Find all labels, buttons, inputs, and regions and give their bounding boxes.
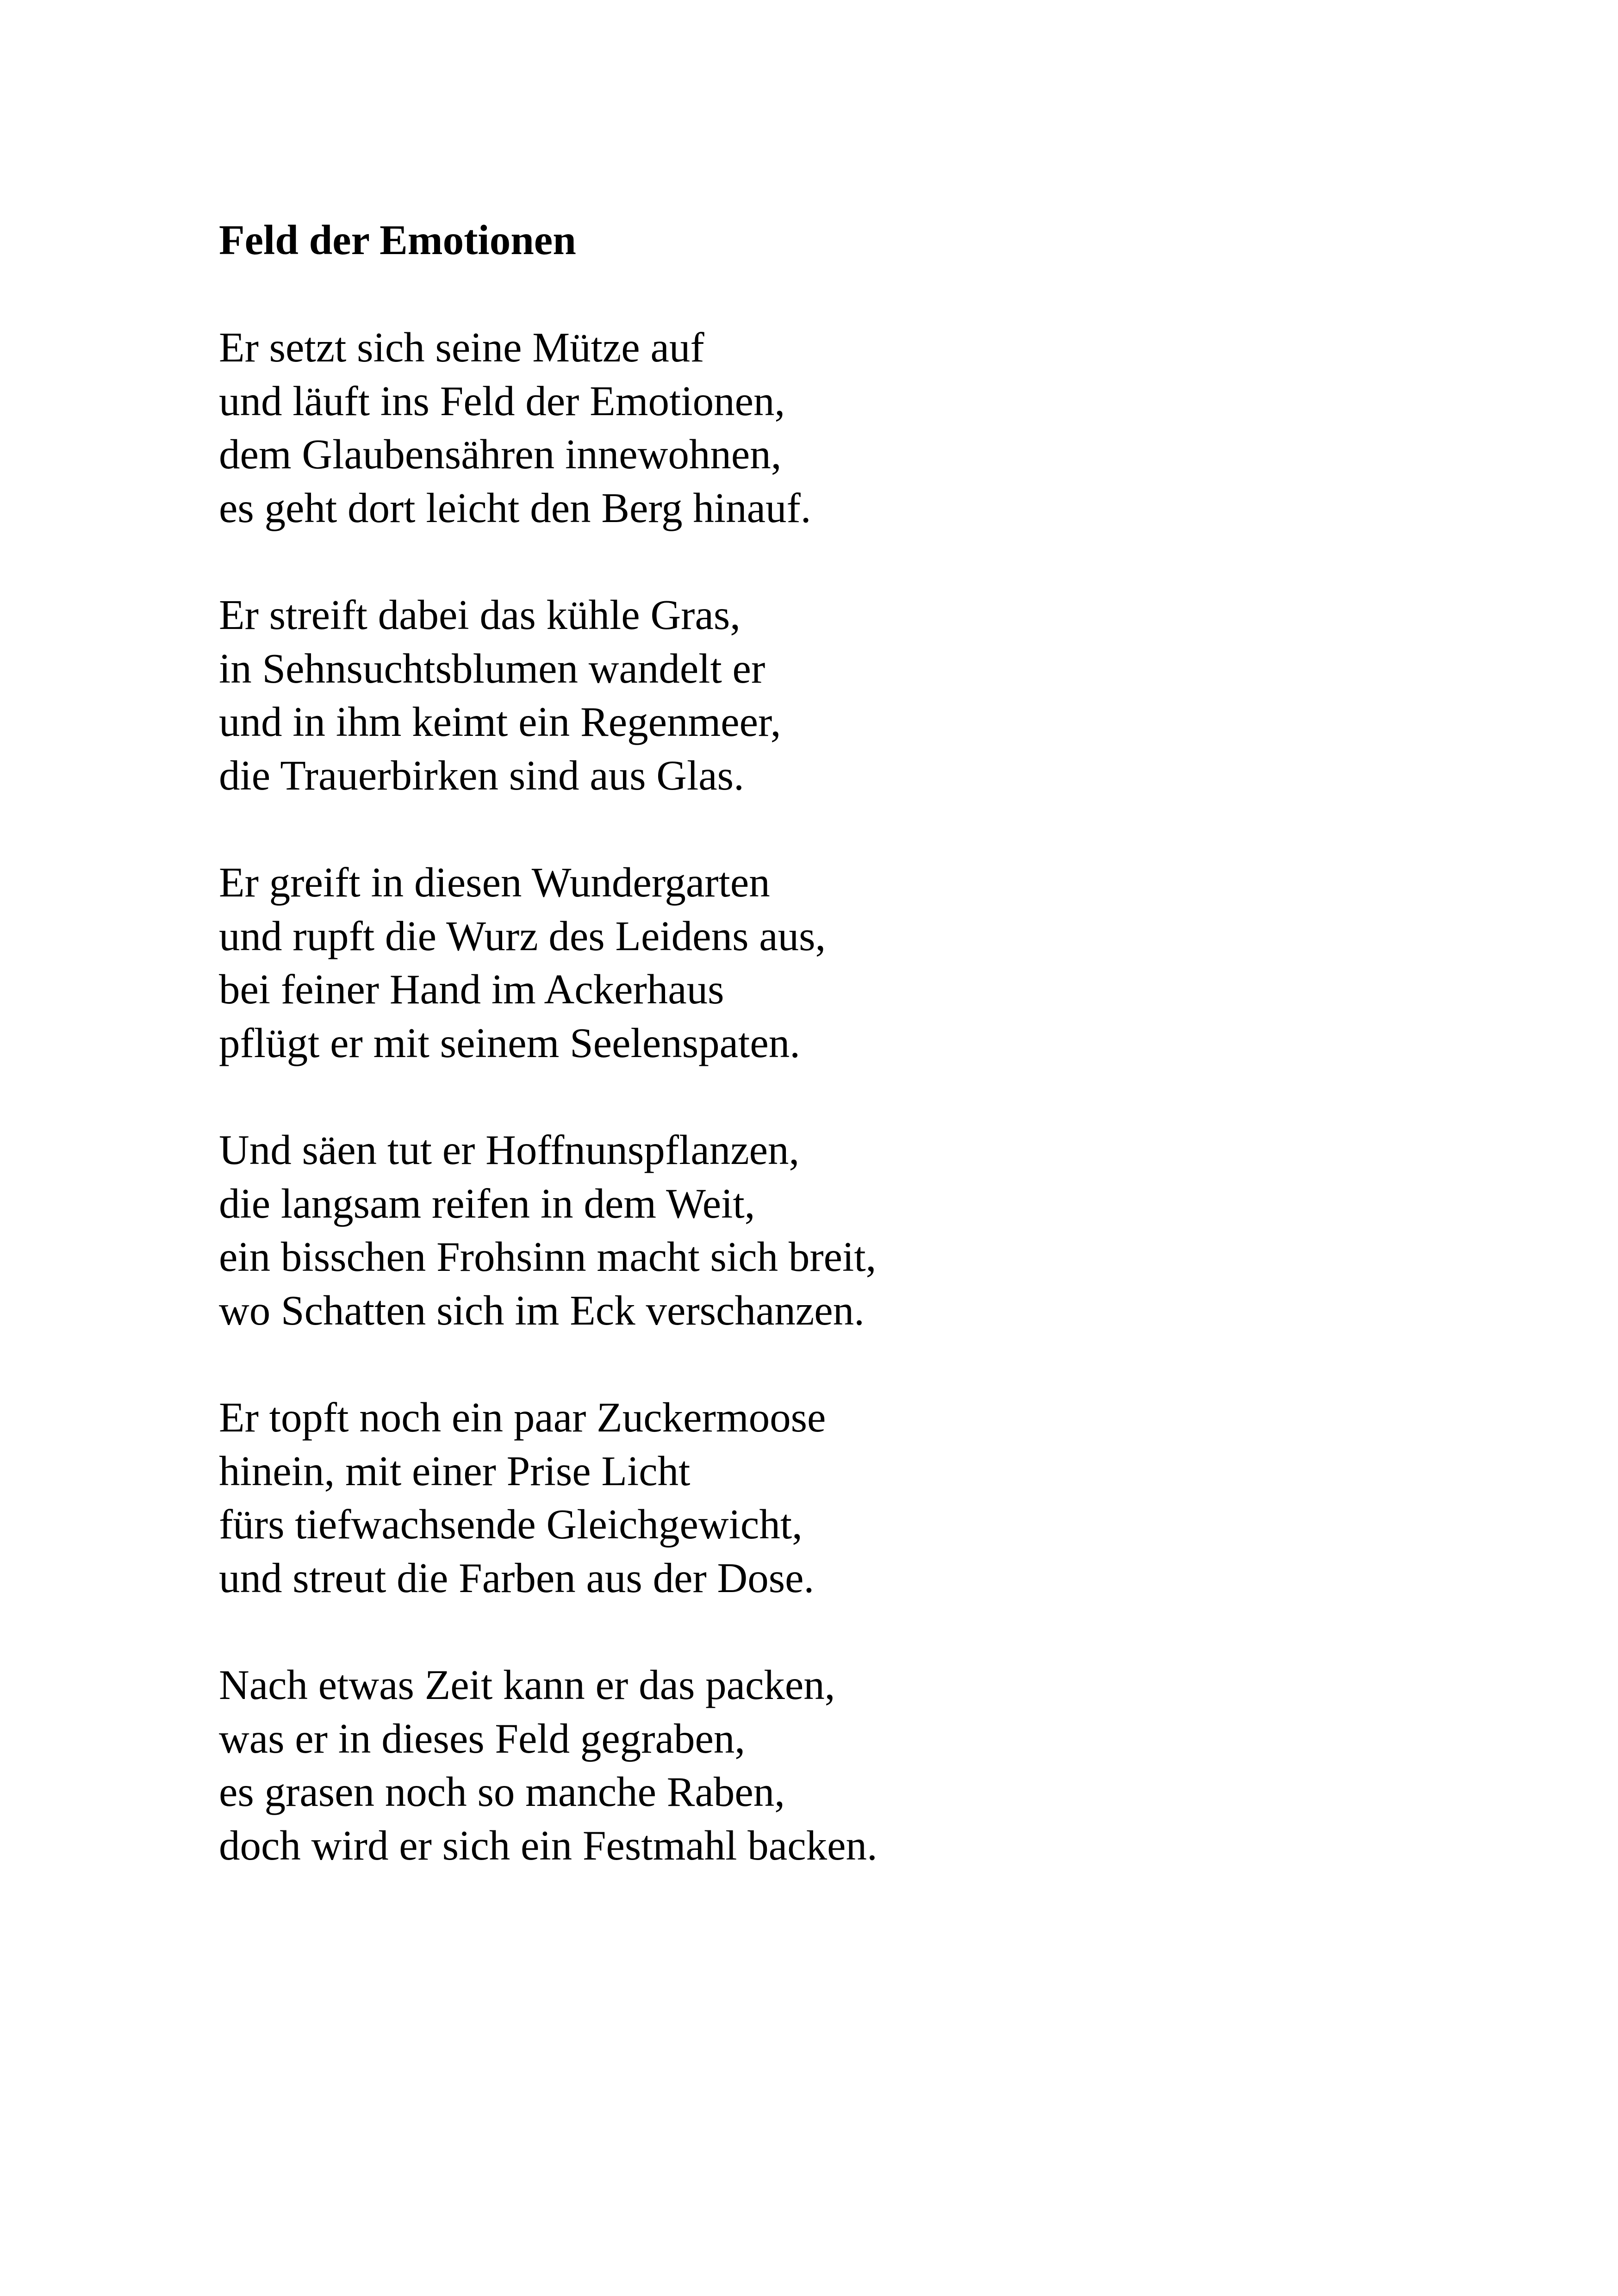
- poem-line: und in ihm keimt ein Regenmeer,: [219, 698, 781, 745]
- stanza-2: [219, 588, 1515, 802]
- poem-line: und streut die Farben aus der Dose.: [219, 1554, 815, 1601]
- poem-line: es grasen noch so manche Raben,: [219, 1768, 785, 1815]
- poem-line: bei feiner Hand im Ackerhaus: [219, 966, 724, 1013]
- poem-line: die Trauerbirken sind aus Glas.: [219, 752, 744, 799]
- poem-line: es geht dort leicht den Berg hinauf.: [219, 484, 811, 531]
- stanza-3: [219, 856, 1515, 1070]
- poem-line: ein bisschen Frohsinn macht sich breit,: [219, 1233, 877, 1280]
- poem-line: Er topft noch ein paar Zuckermoose: [219, 1394, 826, 1441]
- poem-line: was er in dieses Feld gegraben,: [219, 1715, 746, 1762]
- poem-line: fürs tiefwachsende Gleichgewicht,: [219, 1501, 803, 1548]
- poem-line: die langsam reifen in dem Weit,: [219, 1180, 755, 1227]
- poem-line: Und säen tut er Hoffnunspflanzen,: [219, 1126, 800, 1173]
- poem-line: und rupft die Wurz des Leidens aus,: [219, 912, 826, 959]
- poem-line: und läuft ins Feld der Emotionen,: [219, 377, 785, 424]
- poem-line: doch wird er sich ein Festmahl backen.: [219, 1822, 877, 1869]
- poem-line: hinein, mit einer Prise Licht: [219, 1447, 691, 1494]
- poem: [219, 215, 1515, 1872]
- poem-line: in Sehnsuchtsblumen wandelt er: [219, 645, 765, 692]
- poem-line: Er greift in diesen Wundergarten: [219, 859, 770, 906]
- poem-line: Er streift dabei das kühle Gras,: [219, 591, 741, 638]
- stanza-4: [219, 1123, 1515, 1337]
- poem-line: wo Schatten sich im Eck verschanzen.: [219, 1287, 865, 1334]
- poem-line: Er setzt sich seine Mütze auf: [219, 324, 704, 371]
- poem-line: Nach etwas Zeit kann er das packen,: [219, 1661, 835, 1708]
- poem-title: Feld der Emotionen: [219, 217, 576, 263]
- stanza-5: [219, 1391, 1515, 1605]
- poem-line: dem Glaubensähren innewohnen,: [219, 431, 782, 478]
- stanza-6: [219, 1658, 1515, 1872]
- poem-line: pflügt er mit seinem Seelenspaten.: [219, 1019, 800, 1066]
- stanza-1: [219, 321, 1515, 535]
